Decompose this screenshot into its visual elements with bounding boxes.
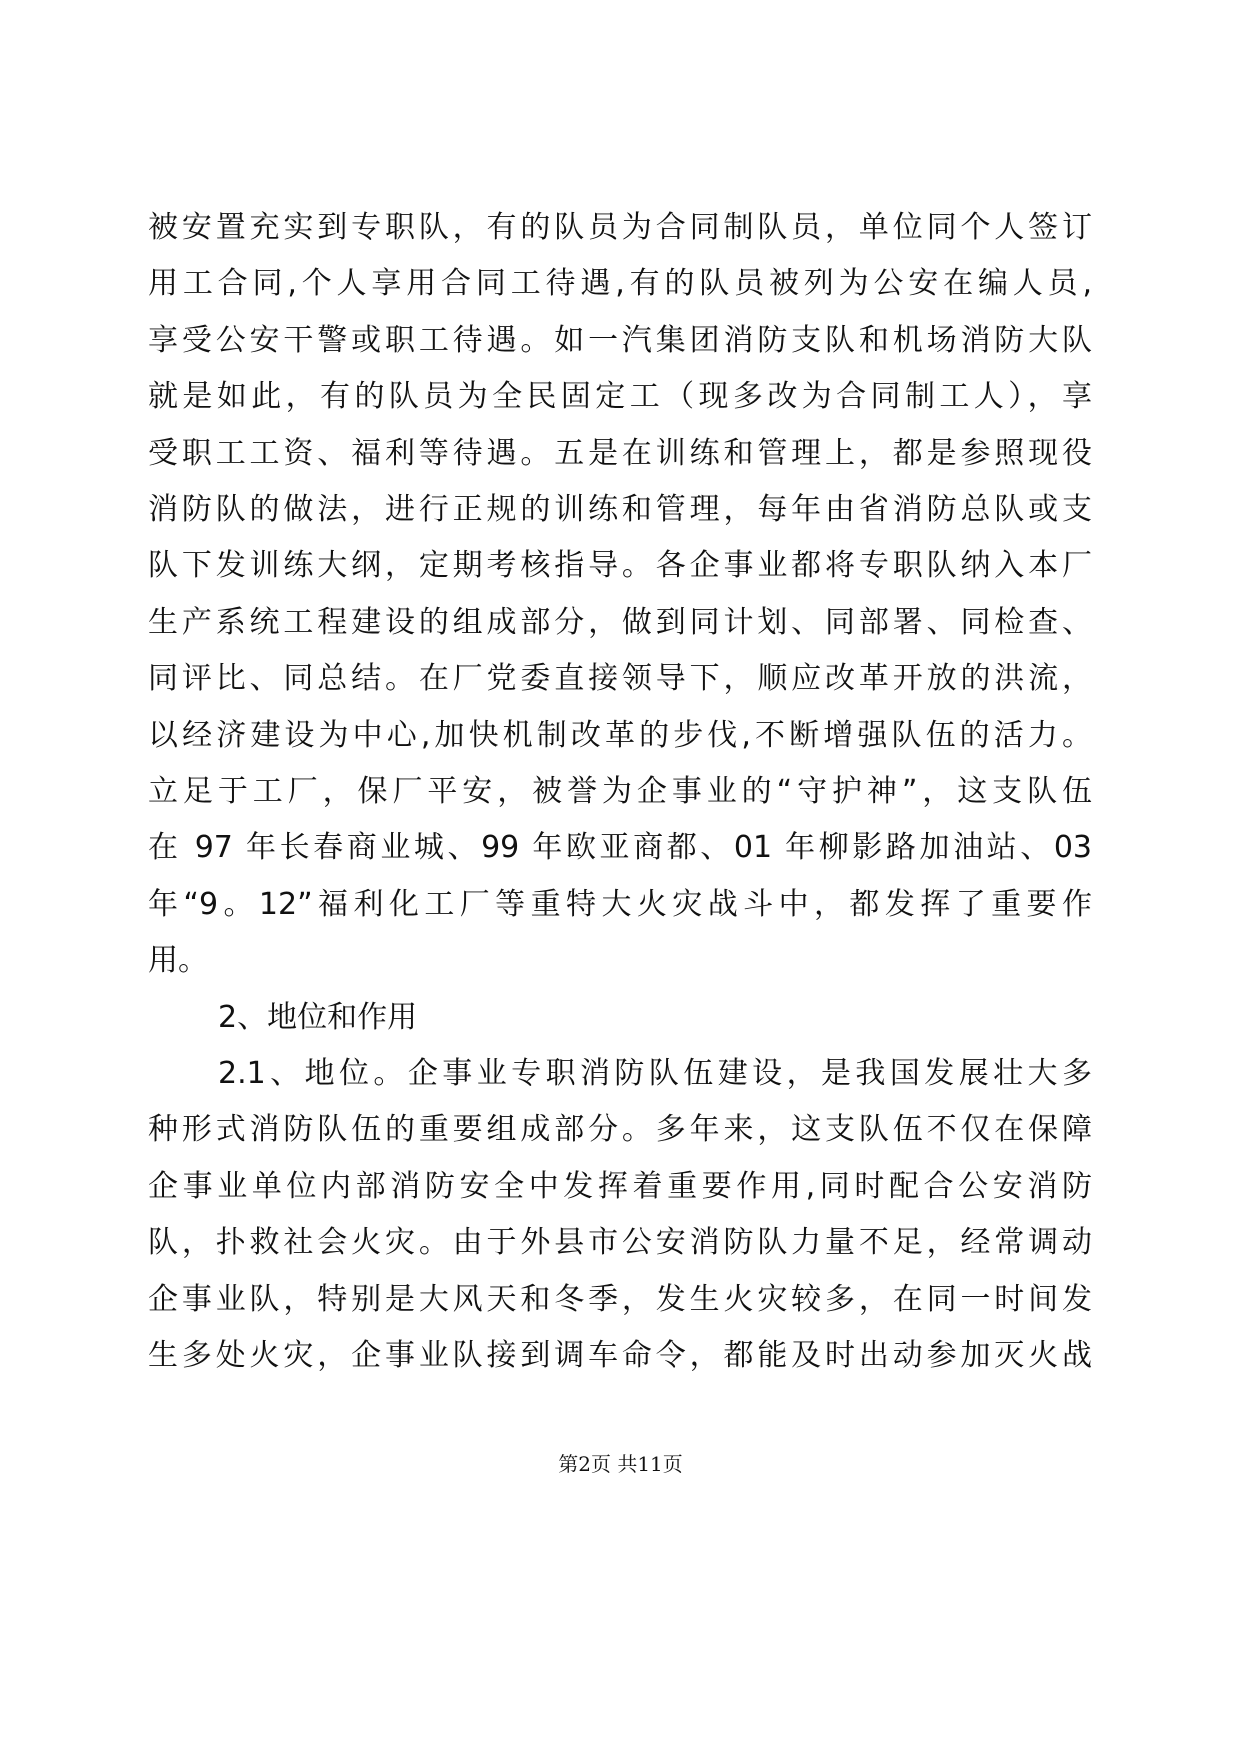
text-line: 在 97 年长春商业城、99 年欧亚商都、01 年柳影路加油站、03 [148, 830, 1092, 866]
text-line: 种形式消防队伍的重要组成部分。多年来，这支队伍不仅在保障 [148, 1112, 1092, 1148]
page-footer: 第2页 共11页 [558, 1452, 683, 1476]
text-line: 生产系统工程建设的组成部分，做到同计划、同部署、同检查、 [148, 604, 1092, 640]
text-line: 就是如此，有的队员为全民固定工（现多改为合同制工人），享 [148, 379, 1092, 415]
text-line: 被安置充实到专职队，有的队员为合同制队员，单位同个人签订 [148, 210, 1092, 245]
text-line: 用工合同,个人享用合同工待遇,有的队员被列为公安在编人员, [148, 266, 1092, 302]
text-line: 享受公安干警或职工待遇。如一汽集团消防支队和机场消防大队 [148, 322, 1092, 358]
text-line: 用。 [148, 943, 208, 979]
text-line: 受职工工资、福利等待遇。五是在训练和管理上，都是参照现役 [148, 435, 1092, 471]
text-line: 队下发训练大纲，定期考核指导。各企事业都将专职队纳入本厂 [148, 548, 1092, 584]
text-line: 队，扑救社会火灾。由于外县市公安消防队力量不足，经常调动 [148, 1225, 1092, 1261]
text-line: 企事业队，特别是大风天和冬季，发生火灾较多，在同一时间发 [148, 1281, 1092, 1317]
text-line: 消防队的做法，进行正规的训练和管理，每年由省消防总队或支 [148, 492, 1092, 527]
text-line: 年“9。12”福利化工厂等重特大火灾战斗中，都发挥了重要作 [148, 886, 1092, 922]
text-line: 生多处火灾，企事业队接到调车命令，都能及时出动参加灭火战 [148, 1338, 1092, 1373]
text-line: 企事业单位内部消防安全中发挥着重要作用,同时配合公安消防 [148, 1168, 1092, 1204]
text-line: 同评比、同总结。在厂党委直接领导下，顺应改革开放的洪流， [148, 661, 1092, 697]
text-line: 以经济建设为中心,加快机制改革的步伐,不断增强队伍的活力。 [148, 717, 1092, 753]
text-line: 立足于工厂，保厂平安，被誉为企事业的“守护神”，这支队伍 [148, 774, 1092, 809]
text-line: 2.1、地位。企事业专职消防队伍建设，是我国发展壮大多 [218, 1056, 1092, 1091]
section-heading: 2、地位和作用 [218, 999, 418, 1035]
